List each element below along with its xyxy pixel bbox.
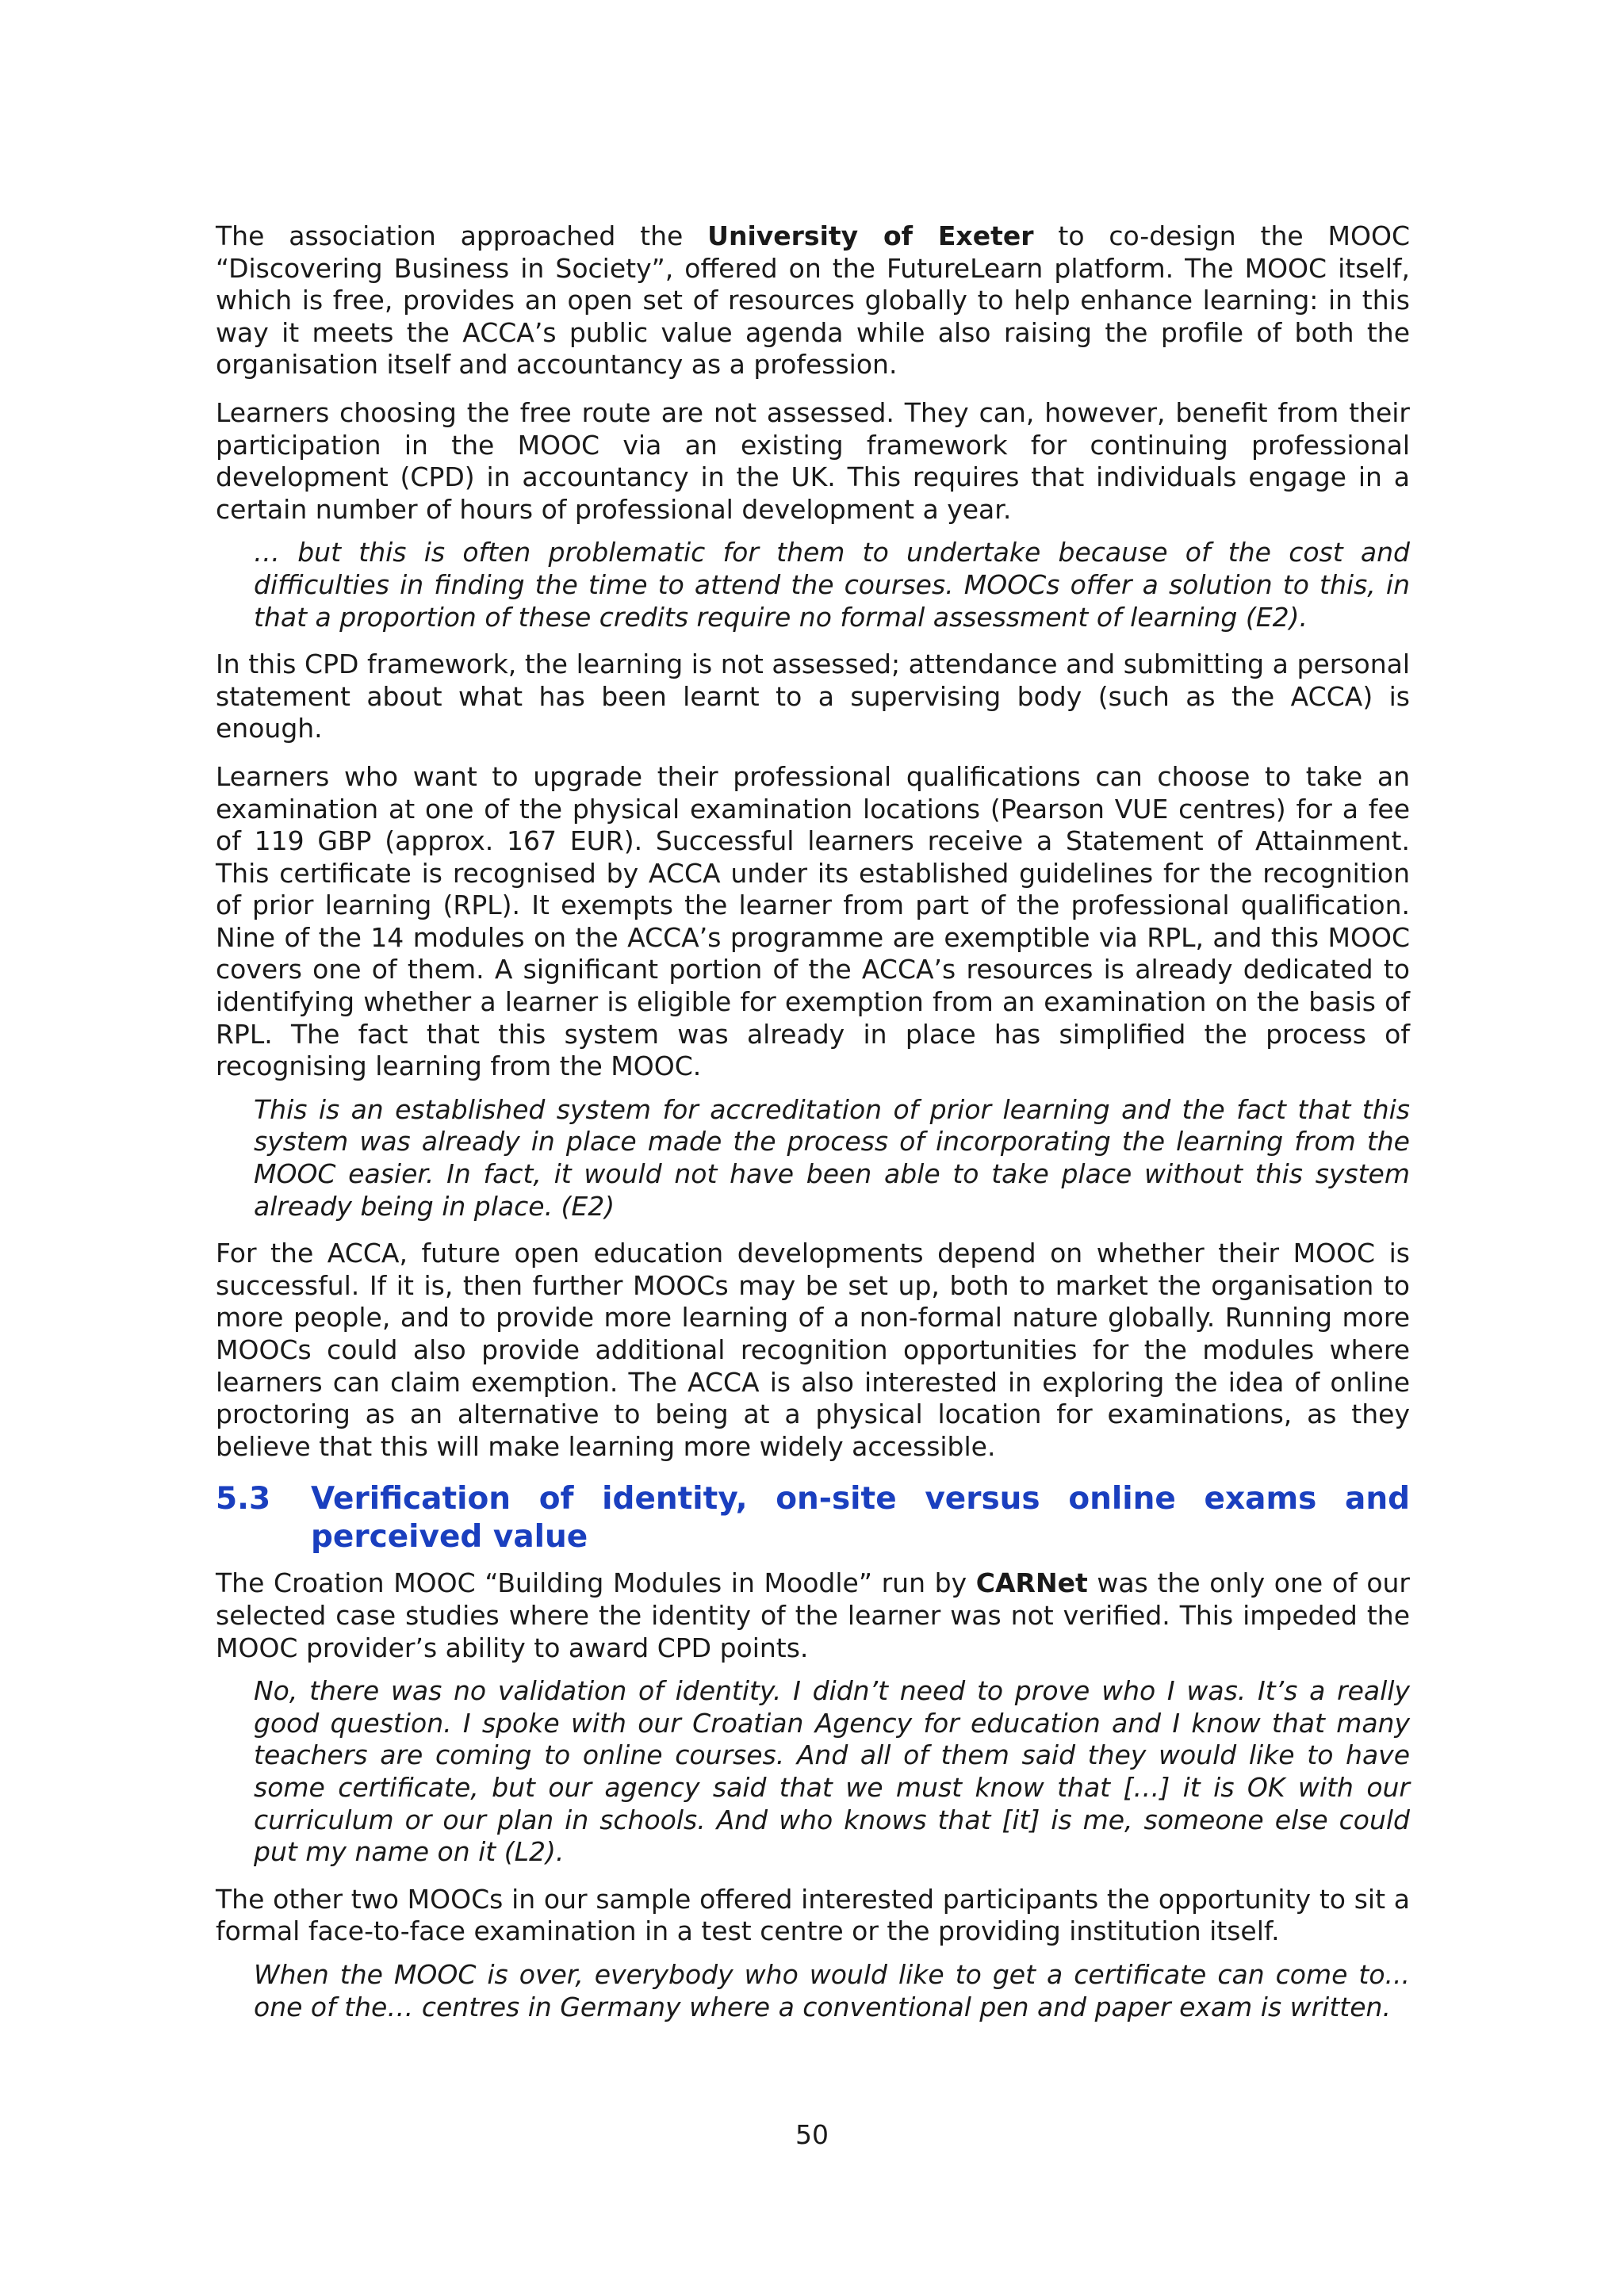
page-number: 50	[795, 2119, 829, 2150]
quote-e2-accreditation: This is an established system for accreditation of prior learning and the fact that this system was already in place made the process of incorporating the learning from the MOOC easier. In fact, it would not have been able to take place without this system already being in place. (E2)	[254, 1093, 1410, 1222]
quote-germany-exam: When the MOOC is over, everybody who would like to get a certificate can come to... one of the… centres in Germany where a conventional pen and paper exam is written.	[254, 1958, 1410, 2022]
paragraph-carnet-mooc	[216, 1567, 1410, 1664]
paragraph-free-route: Learners choosing the free route are not assessed. They can, however, benefit from their participation in the MOOC via an existing framework for continuing professional development (CPD) in accountancy in the UK. This requires that individuals engage in a certain number of hours of professional development a year.	[216, 396, 1410, 525]
paragraph-exeter-mooc	[216, 220, 1410, 381]
institution-name-carnet: CARNet	[975, 1567, 1088, 1599]
section-number: 5.3	[216, 1481, 271, 1517]
quote-e2-cost: … but this is often problematic for them to undertake because of the cost and difficulties in finding the time to attend the courses. MOOCs offer a solution to this, in that a proportion of these credits require no formal assessment of learning (E2).	[254, 537, 1410, 633]
paragraph-upgrade-qualifications: Learners who want to upgrade their professional qualifications can choose to take an examination at one of the physical examination locations (Pearson VUE centres) for a fee of 119 GBP (approx. 167 EUR). Successful learners receive a Statement of Attainment. This certificate is recognised by ACCA under its established guidelines for the recognition of prior learning (RPL). It exempts the learner from part of the professional qualification. Nine of the 14 modules on the ACCA’s programme are exemptible via RPL, and this MOOC covers one of them. A significant portion of the ACCA’s resources is already dedicated to identifying whether a learner is eligible for exemption from an examination on the basis of RPL. The fact that this system was already in place has simplified the process of recognising learning from the MOOC.	[216, 760, 1410, 1082]
paragraph-other-moocs: The other two MOOCs in our sample offered interested participants the opportunity to sit a formal face-to-face examination in a test centre or the providing institution itself.	[216, 1883, 1410, 1947]
paragraph-future-developments: For the ACCA, future open education developments depend on whether their MOOC is successful. If it is, then further MOOCs may be set up, both to market the organisation to more people, and to provide more learning of a non-formal nature globally. Running more MOOCs could also provide additional recognition opportunities for the modules where learners can claim exemption. The ACCA is also interested in exploring the idea of online proctoring as an alternative to being at a physical location for examinations, as they believe that this will make learning more widely accessible.	[216, 1238, 1410, 1462]
paragraph-text: to co-design the MOOC “Discovering Business in Society”, offered on the FutureLearn platform. The MOOC itself, which is free, provides an open set of resources globally to help enhance learning: in this way it meets the ACCA’s public value agenda while also raising the profile of both the organisation itself and accountancy as a profession.	[216, 220, 1410, 381]
quote-l2-identity: No, there was no validation of identity. I didn’t need to prove who I was. It’s a really good question. I spoke with our Croatian Agency for education and I know that many teachers are coming to online courses. And all of them said they would like to have some certificate, but our agency said that we must know that […] it is OK with our curriculum or our plan in schools. And who knows that [it] is me, someone else could put my name on it (L2).	[254, 1675, 1410, 1868]
paragraph-text: was the only one of our selected case studies where the identity of the learner was not verified. This impeded the MOOC provider’s ability to award CPD points.	[216, 1567, 1410, 1663]
paragraph-cpd-framework: In this CPD framework, the learning is not assessed; attendance and submitting a personal statement about what has been learnt to a supervising body (such as the ACCA) is enough.	[216, 649, 1410, 744]
section-heading-5-3	[216, 1480, 1410, 1556]
page-body	[216, 220, 1410, 2038]
paragraph-text: The association approached the	[216, 220, 708, 251]
paragraph-text: The Croation MOOC “Building Modules in Moodle” run by	[216, 1567, 976, 1599]
section-title: Verification of identity, on-site versus online exams and perceived value	[311, 1481, 1410, 1556]
institution-name-exeter: University of Exeter	[707, 220, 1034, 251]
